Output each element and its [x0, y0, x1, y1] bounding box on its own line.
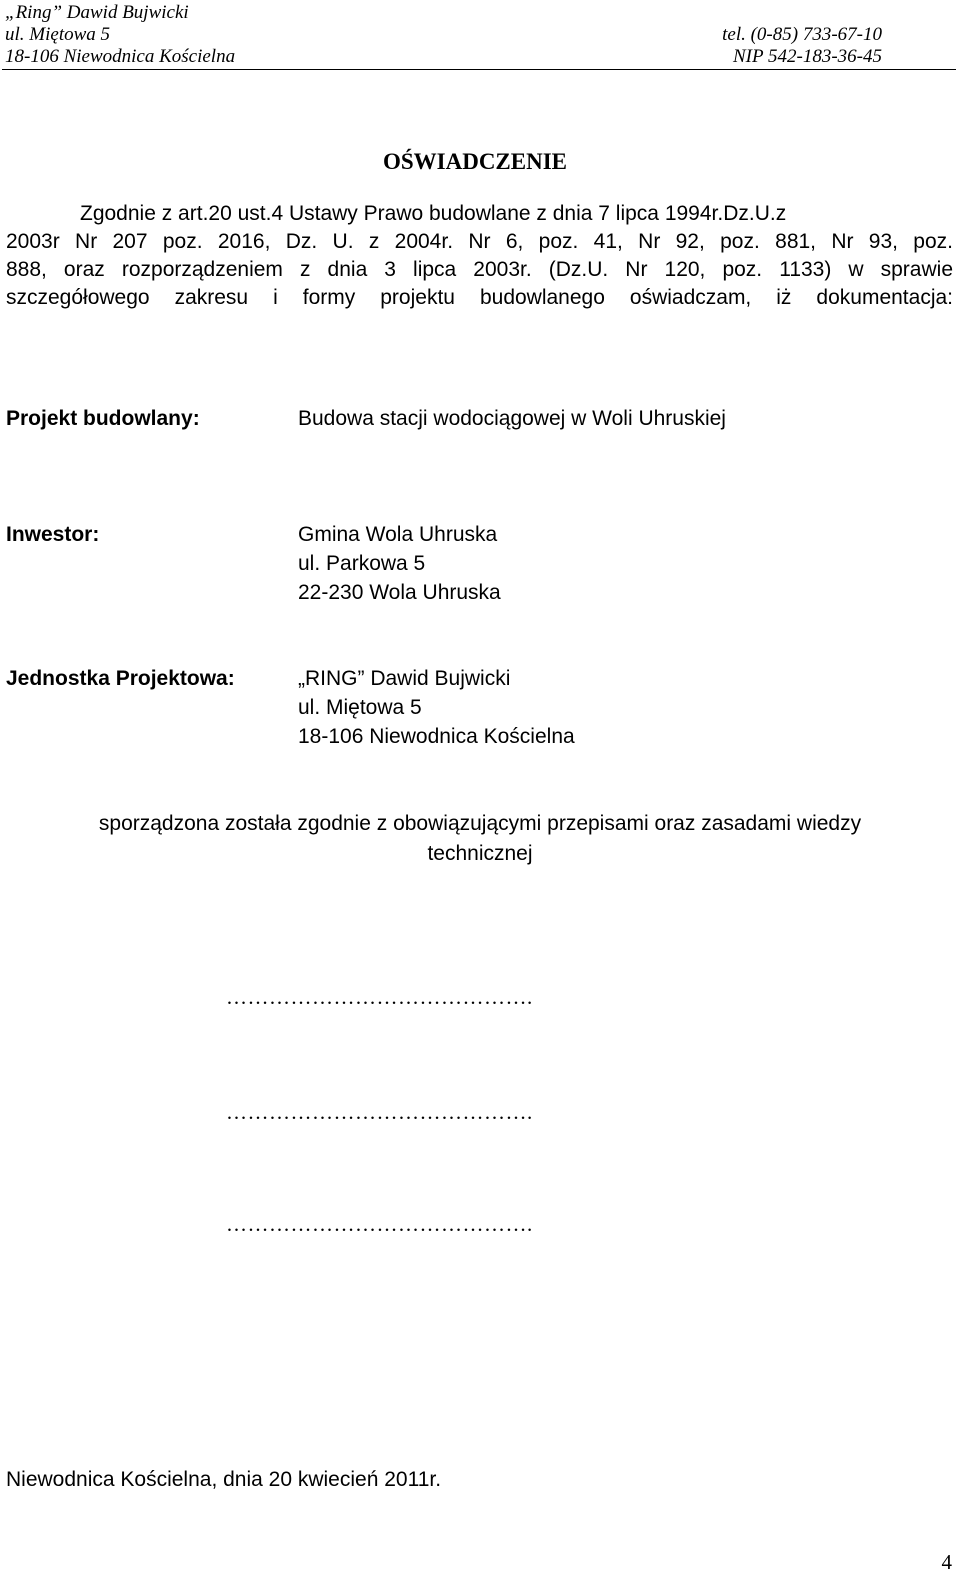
project-label: Projekt budowlany:: [6, 407, 200, 430]
header-nip: NIP 542-183-36-45: [733, 46, 882, 67]
header-phone: tel. (0-85) 733-67-10: [722, 24, 882, 45]
closing-statement: [0, 810, 960, 870]
intro-paragraph: [6, 200, 956, 312]
investor-street: ul. Parkowa 5: [298, 552, 426, 575]
place-date: Niewodnica Kościelna, dnia 20 kwiecień 2011r.: [6, 1468, 442, 1491]
project-value: Budowa stacji wodociągowej w Woli Uhruskiej: [298, 407, 726, 430]
signature-line: …………………………………….: [226, 1100, 533, 1124]
intro-line: szczegółowego zakresu i formy projektu budowlanego oświadczam, iż dokumentacja:: [6, 286, 953, 309]
design-unit-city: 18-106 Niewodnica Kościelna: [298, 725, 575, 748]
design-unit-label: Jednostka Projektowa:: [6, 667, 235, 690]
header-company-name: „Ring” Dawid Bujwicki: [5, 2, 189, 23]
intro-line: Zgodnie z art.20 ust.4 Ustawy Prawo budowlane z dnia 7 lipca 1994r.Dz.U.z: [80, 202, 787, 225]
header-contact-block: [722, 24, 882, 68]
header-company-block: [5, 2, 235, 68]
page-number: 4: [941, 1550, 952, 1574]
intro-line: 2003r Nr 207 poz. 2016, Dz. U. z 2004r. Nr 6, poz. 41, Nr 92, poz. 881, Nr 93, poz.: [6, 230, 953, 253]
intro-line: 888, oraz rozporządzeniem z dnia 3 lipca 2003r. (Dz.U. Nr 120, poz. 1133) w sprawie: [6, 258, 953, 281]
investor-name: Gmina Wola Uhruska: [298, 523, 498, 546]
design-unit-street: ul. Miętowa 5: [298, 696, 422, 719]
signature-line: …………………………………….: [226, 1212, 533, 1236]
investor-label: Inwestor:: [6, 523, 100, 546]
closing-line: sporządzona została zgodnie z obowiązującymi przepisami oraz zasadami wiedzy: [98, 812, 862, 835]
closing-line: technicznej: [427, 842, 533, 865]
document-title: OŚWIADCZENIE: [382, 149, 568, 174]
investor-city: 22-230 Wola Uhruska: [298, 581, 501, 604]
design-unit-details: [298, 665, 575, 752]
design-unit-name: „RING” Dawid Bujwicki: [298, 667, 511, 690]
header-city: 18-106 Niewodnica Kościelna: [5, 46, 236, 67]
investor-details: [298, 521, 501, 608]
signature-line: …………………………………….: [226, 985, 533, 1009]
header-divider: [2, 69, 956, 70]
header-street: ul. Miętowa 5: [5, 24, 111, 45]
